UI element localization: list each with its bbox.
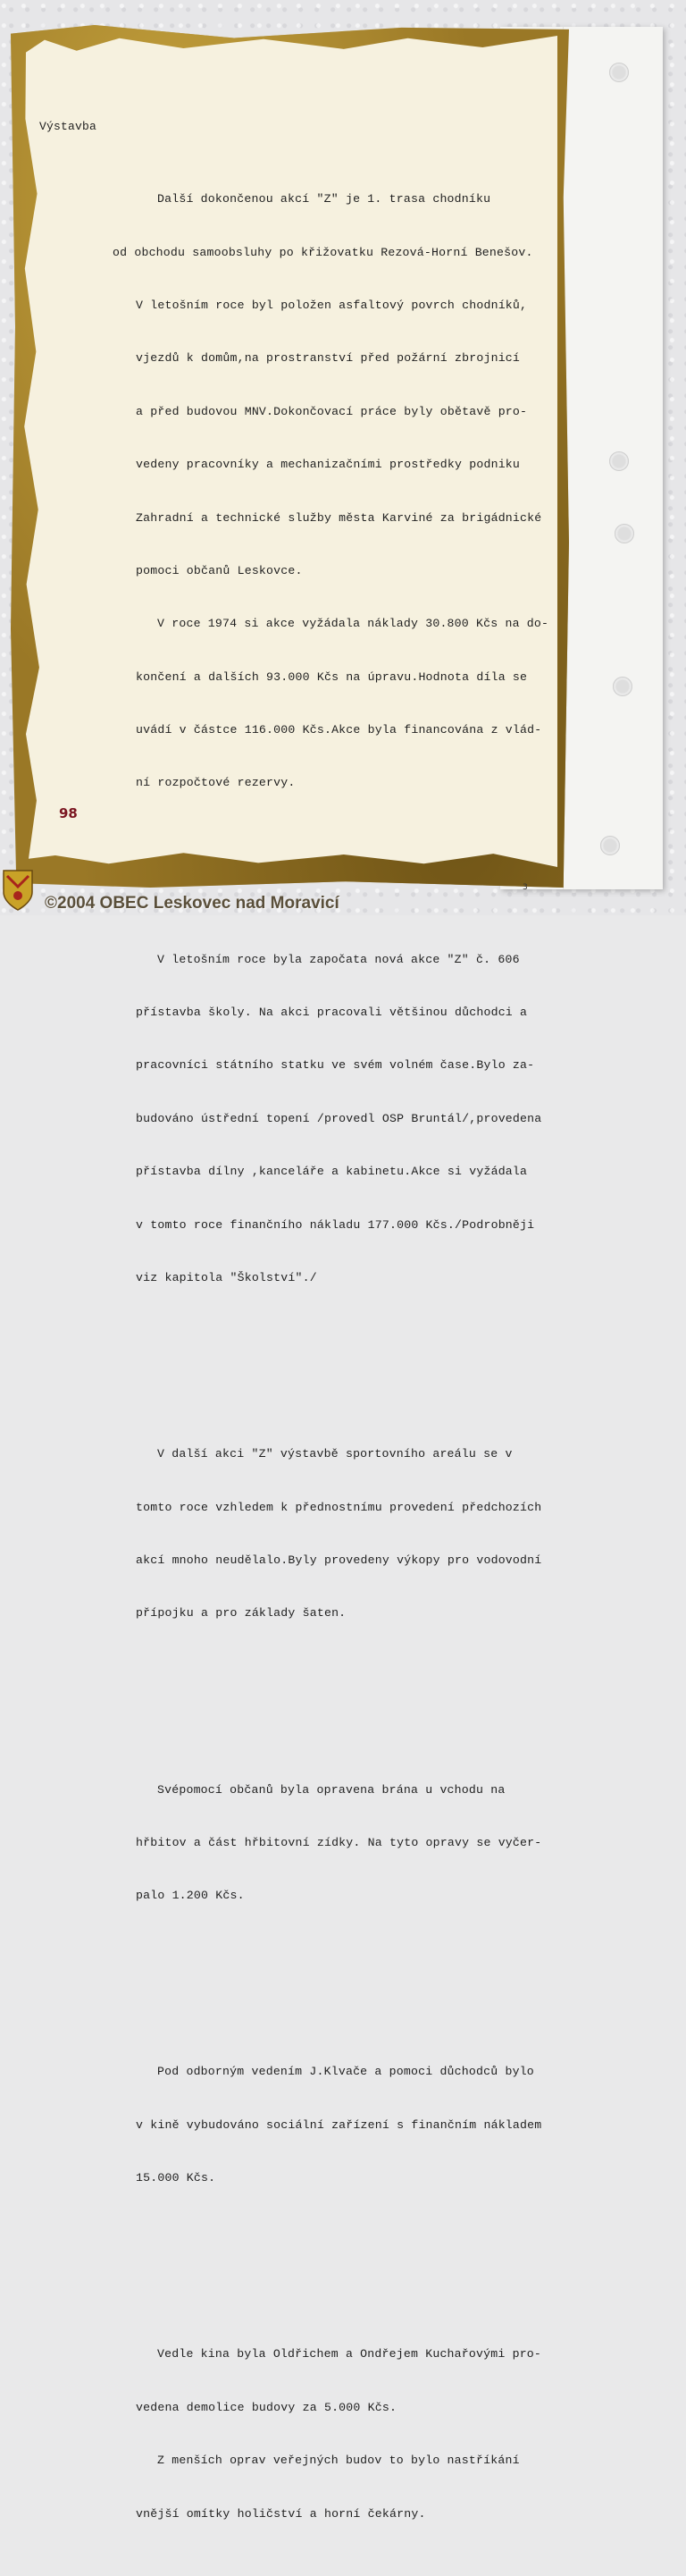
- text-line: od obchodu samoobsluhy po křižovatku Rezová-Horní Benešov.: [113, 245, 533, 259]
- punch-hole: [600, 836, 620, 855]
- text-line: V letošním roce byl položen asfaltový povrch chodníků,: [136, 298, 528, 312]
- paragraph-cemetery: [136, 1746, 556, 1940]
- punch-hole: [609, 63, 629, 82]
- text-line: V další akci "Z" výstavbě sportovního areálu se v: [157, 1447, 513, 1461]
- text-line: vjezdů k domům,na prostranství před požární zbrojnicí: [136, 351, 521, 366]
- text-line: v tomto roce finančního nákladu 177.000 Kčs./Podrobněji: [136, 1217, 535, 1232]
- page-number: 98: [59, 805, 78, 821]
- chronicle-text: [113, 120, 556, 2576]
- punch-hole: [615, 524, 634, 543]
- text-line: budováno ústřední topení /provedl OSP Bruntál/,provedena: [136, 1111, 542, 1125]
- text-line: končení a dalších 93.000 Kčs na úpravu.Hodnota díla se: [136, 669, 528, 684]
- text-line: přípojku a pro základy šaten.: [136, 1606, 347, 1621]
- text-line: vedeny pracovníky a mechanizačními prostředky podniku: [136, 458, 521, 472]
- punch-hole: [609, 451, 629, 471]
- text-line: Pod odborným vedením J.Klvače a pomoci důchodců bylo: [157, 2065, 534, 2079]
- text-line: viz kapitola "Školství"./: [136, 1271, 317, 1284]
- small-mark: 3: [523, 883, 528, 892]
- text-line: uvádí v částce 116.000 Kčs.Akce byla financována z vlád-: [136, 723, 542, 737]
- paragraph-cinema: [136, 2028, 556, 2223]
- text-line: palo 1.200 Kčs.: [136, 1889, 245, 1903]
- text-line: Vedle kina byla Oldřichem a Ondřejem Kuchařovými pro-: [157, 2347, 542, 2361]
- text-line: pracovníci státního statku ve svém volném čase.Bylo za-: [136, 1058, 535, 1073]
- punch-hole: [613, 677, 632, 696]
- text-line: přístavba dílny ,kanceláře a kabinetu.Akce si vyžádala: [136, 1165, 528, 1179]
- text-line: Další dokončenou akcí "Z" je 1. trasa chodníku: [157, 192, 491, 206]
- text-line: V letošním roce byla započata nová akce "Z" č. 606: [157, 952, 520, 966]
- text-line: ní rozpočtové rezervy.: [136, 776, 296, 790]
- text-line: 15.000 Kčs.: [136, 2171, 216, 2185]
- copyright-watermark: ©2004 OBEC Leskovec nad Moravicí: [45, 894, 339, 913]
- text-line: tomto roce vzhledem k přednostnímu provedení předchozích: [136, 1500, 542, 1514]
- text-line: akcí mnoho neudělalo.Byly provedeny výkopy pro vodovodní: [136, 1553, 542, 1567]
- coat-of-arms-icon: [2, 869, 34, 912]
- paragraph-demolition: [136, 2311, 556, 2558]
- paragraph-sports-area: [136, 1410, 556, 1658]
- paragraph-school-extension: [136, 915, 556, 1322]
- text-line: vnější omítky holičství a horní čekárny.: [136, 2506, 426, 2521]
- text-line: Svépomocí občanů byla opravena brána u vchodu na: [157, 1782, 506, 1797]
- text-line: v kině vybudováno sociální zařízení s finančním nákladem: [136, 2117, 542, 2132]
- section-heading: Výstavba: [39, 120, 97, 133]
- text-line: Z menších oprav veřejných budov to bylo nastříkání: [157, 2454, 520, 2468]
- text-line: a před budovou MNV.Dokončovací práce byly obětavě pro-: [136, 404, 528, 418]
- text-line: přístavba školy. Na akci pracovali většinou důchodci a: [136, 1006, 528, 1020]
- text-line: V roce 1974 si akce vyžádala náklady 30.800 Kčs na do-: [157, 617, 549, 631]
- text-line: pomoci občanů Leskovce.: [136, 563, 303, 577]
- text-line: hřbitov a část hřbitovní zídky. Na tyto opravy se vyčer-: [136, 1835, 542, 1849]
- text-line: Zahradní a technické služby města Karviné za brigádnické: [136, 510, 542, 525]
- paragraph-sidewalk: [113, 156, 556, 828]
- text-line: vedena demolice budovy za 5.000 Kčs.: [136, 2400, 397, 2414]
